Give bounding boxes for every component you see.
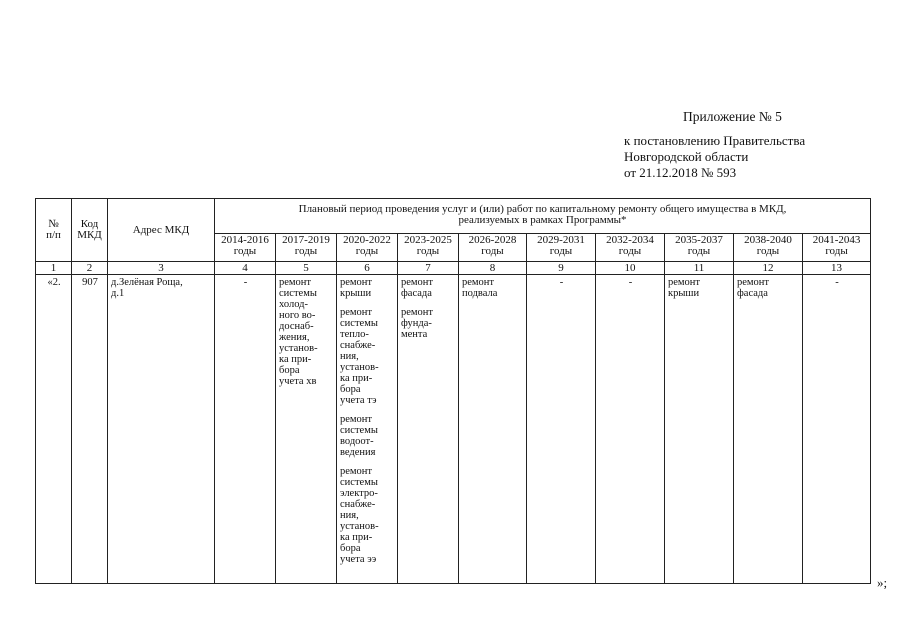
period-years: 2038-2040 [744, 234, 792, 246]
header-num-line1: № [48, 218, 59, 230]
row-address [108, 275, 215, 584]
period-years: 2017-2019 [282, 234, 330, 246]
cell-line: учета ээ [340, 554, 377, 565]
cell-line: ремонт [340, 414, 373, 425]
cell-line: установ- [340, 521, 379, 532]
header-code-line2: МКД [77, 229, 102, 241]
row-period-2032-2034: - [596, 275, 665, 584]
work-item [340, 307, 395, 406]
cell-line: фасада [737, 288, 768, 299]
column-number: 5 [276, 262, 337, 275]
period-years: 2026-2028 [468, 234, 517, 246]
period-years: 2035-2037 [675, 234, 723, 246]
period-unit: годы [416, 245, 440, 257]
header-code-line1: Код [80, 218, 99, 230]
column-number: 2 [72, 262, 108, 275]
resolution-line-3: от 21.12.2018 № 593 [624, 165, 737, 180]
closing-quote: »; [877, 575, 888, 590]
column-number: 6 [337, 262, 398, 275]
cell-line: учета хв [279, 376, 317, 387]
header-num [36, 199, 72, 262]
row-period-2020-2022 [337, 275, 398, 584]
cell-line: ремонт [737, 277, 770, 288]
period-unit: годы [233, 245, 257, 257]
cell-line: крыши [340, 288, 372, 299]
cell-line: крыши [668, 288, 700, 299]
period-years: 2020-2022 [343, 234, 391, 246]
column-number: 10 [596, 262, 665, 275]
appendix-title: Приложение № 5 [683, 109, 782, 124]
header-period-group [215, 199, 871, 234]
column-number: 12 [734, 262, 803, 275]
cell-line: ка при- [279, 354, 312, 365]
column-number: 8 [459, 262, 527, 275]
resolution-line-2: Новгородской области [624, 149, 749, 164]
cell-line: ка при- [340, 373, 373, 384]
header-row-1 [36, 199, 871, 234]
column-number: 3 [108, 262, 215, 275]
period-unit: годы [825, 245, 848, 257]
column-number: 13 [803, 262, 871, 275]
cell-line: бора [340, 384, 361, 395]
cell-line: ремонт [401, 307, 434, 318]
row-period-2038-2040 [734, 275, 803, 584]
column-number: 1 [36, 262, 72, 275]
cell-line: бора [340, 543, 361, 554]
column-number-row [36, 262, 871, 275]
cell-line: фасада [401, 288, 432, 299]
cell-line: учета тэ [340, 395, 377, 406]
capital-repair-table [35, 198, 871, 584]
row-period-2035-2037 [665, 275, 734, 584]
column-number: 11 [665, 262, 734, 275]
cell-line: жения, [279, 332, 310, 343]
period-header [527, 234, 596, 262]
cell-line: ремонт [279, 277, 312, 288]
row-period-2014-2016: - [215, 275, 276, 584]
period-years: 2023-2025 [404, 234, 452, 246]
cell-line: системы [340, 318, 378, 329]
cell-line: д.1 [111, 288, 125, 299]
row-number: «2. [36, 275, 72, 584]
cell-line: ремонт [401, 277, 434, 288]
work-item [340, 466, 395, 565]
cell-line: ведения [340, 447, 376, 458]
row-code: 907 [72, 275, 108, 584]
period-header [337, 234, 398, 262]
table-row [36, 275, 871, 584]
period-unit: годы [355, 245, 379, 257]
period-header [803, 234, 871, 262]
cell-line: подвала [462, 288, 498, 299]
period-unit: годы [481, 245, 504, 257]
header-address: Адрес МКД [108, 199, 215, 262]
cell-line: системы [340, 425, 378, 436]
cell-line: тепло- [340, 329, 369, 340]
cell-line: ремонт [340, 307, 373, 318]
cell-line: ка при- [340, 532, 373, 543]
work-item [401, 277, 456, 299]
header-period-group-line1: Плановый период проведения услуг и (или) работ по капитальному ремонту общего имущества в МКД, [298, 203, 787, 215]
cell-line: снабже- [340, 340, 376, 351]
column-number: 4 [215, 262, 276, 275]
cell-line: электро- [340, 488, 378, 499]
cell-line: ния, [340, 351, 359, 362]
row-period-2026-2028 [459, 275, 527, 584]
header-period-group-line2: реализуемых в рамках Программы* [458, 214, 627, 226]
period-years: 2029-2031 [537, 234, 585, 246]
cell-line: снабже- [340, 499, 376, 510]
period-years: 2014-2016 [221, 234, 269, 246]
period-header [596, 234, 665, 262]
period-unit: годы [687, 245, 711, 257]
period-header [734, 234, 803, 262]
period-header [215, 234, 276, 262]
cell-line: ремонт [668, 277, 701, 288]
cell-line: водоот- [340, 436, 374, 447]
resolution-line-1: к постановлению Правительства [624, 133, 806, 148]
header-code [72, 199, 108, 262]
cell-line: ремонт [462, 277, 495, 288]
row-period-2023-2025 [398, 275, 459, 584]
period-years: 2041-2043 [812, 234, 861, 246]
cell-line: установ- [340, 362, 379, 373]
cell-line: ния, [340, 510, 359, 521]
header-num-line2: п/п [46, 229, 61, 241]
period-header [459, 234, 527, 262]
cell-line: холод- [279, 299, 308, 310]
cell-line: бора [279, 365, 300, 376]
cell-line: доснаб- [279, 321, 314, 332]
cell-line: ного во- [279, 310, 316, 321]
cell-line: ремонт [340, 277, 373, 288]
work-item [340, 414, 395, 458]
period-unit: годы [756, 245, 780, 257]
column-number: 7 [398, 262, 459, 275]
cell-line: д.Зелёная Роща, [111, 277, 183, 288]
cell-line: системы [340, 477, 378, 488]
cell-line: ремонт [340, 466, 373, 477]
cell-line: системы [279, 288, 317, 299]
work-item [340, 277, 395, 299]
column-number: 9 [527, 262, 596, 275]
row-period-2017-2019 [276, 275, 337, 584]
cell-line: фунда- [401, 318, 432, 329]
period-unit: годы [549, 245, 573, 257]
cell-line: мента [401, 329, 428, 340]
row-period-2041-2043: - [803, 275, 871, 584]
row-period-2029-2031: - [527, 275, 596, 584]
cell-line: установ- [279, 343, 318, 354]
period-header [665, 234, 734, 262]
period-header [276, 234, 337, 262]
period-unit: годы [294, 245, 318, 257]
period-unit: годы [618, 245, 642, 257]
period-years: 2032-2034 [606, 234, 654, 246]
work-item [401, 307, 456, 340]
period-header [398, 234, 459, 262]
